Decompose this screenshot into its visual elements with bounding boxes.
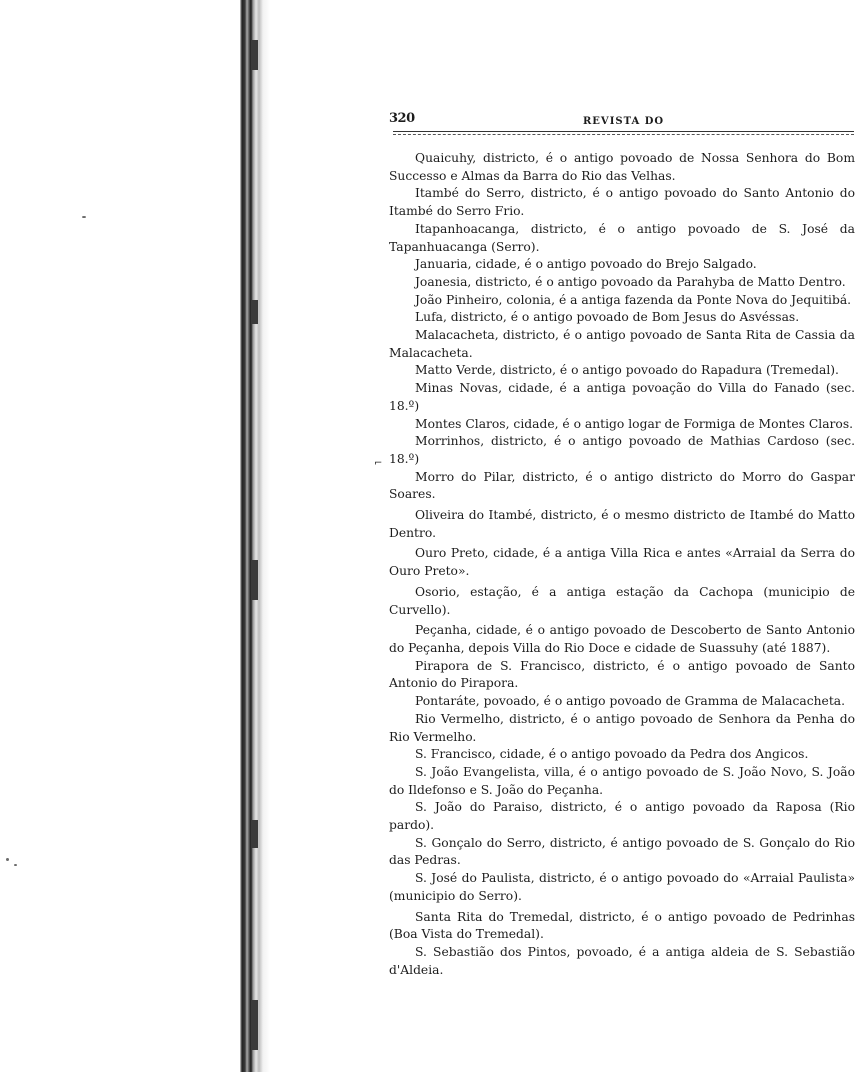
entry-itapanhoacanga: Itapanhoacanga, districto, é o antigo povoado de S. José da Tapanhuacanga (Serro). <box>389 221 855 254</box>
entry-minas-novas: Minas Novas, cidade, é a antiga povoação do Villa do Fanado (sec. 18.º) <box>389 381 855 413</box>
entry-lufa: Lufa, districto, é o antigo povoado de Bom Jesus do Asvéssas. <box>415 310 800 325</box>
entry-ouro-preto: Ouro Preto, cidade, é a antiga Villa Rica e antes «Arraial da Serra do Ouro Preto». <box>389 546 855 579</box>
entry-malacacheta: Malacacheta, districto, é o antigo povoado de Santa Rita de Cassia da Malacacheta. <box>389 328 855 360</box>
gutter-shadow-mark <box>252 560 258 600</box>
entry-s-joao-do-paraiso: S. João do Paraiso, districto, é o antigo povoado da Raposa (Rio pardo). <box>389 800 855 833</box>
facing-page-blank <box>0 0 244 1072</box>
entry-pecanha: Peçanha, cidade, é o antigo povoado de Descoberto de Santo Antonio do Peçanha, depois Villa do Rio Doce e cidade de Suassuhy (até 1887). <box>389 623 855 655</box>
ink-speck <box>6 858 9 861</box>
entry-s-goncalo-do-serro: S. Gonçalo do Serro, districto, é antigo povoado de S. Gonçalo do Rio das Pedras. <box>389 835 855 868</box>
entry-quaicuhy: Quaicuhy, districto, é o antigo povoado de Nossa Senhora do Bom Successo e Almas da Barra do Rio das Velhas. <box>389 151 855 183</box>
header-rule <box>393 131 854 135</box>
entry-s-sebastiao-dos-pintos: S. Sebastião dos Pintos, povoado, é a antiga aldeia de S. Sebastião d'Aldeia. <box>389 944 855 977</box>
entry-morrinhos: Morrinhos, districto, é o antigo povoado de Mathias Cardoso (sec. 18.º) <box>389 434 855 466</box>
entry-itambe-do-serro: Itambé do Serro, districto, é o antigo povoado do Santo Antonio do Itambé do Serro Frio. <box>389 186 855 219</box>
entry-pirapora: Pirapora de S. Francisco, districto, é o antigo povoado de Santo Antonio do Pirapora. <box>389 658 855 691</box>
margin-mark: ⌐ <box>374 458 383 469</box>
entry-pontarate: Pontaráte, povoado, é o antigo povoado de Gramma de Malacacheta. <box>415 694 845 709</box>
running-head: REVISTA DO <box>583 116 665 127</box>
gutter-shadow-mark <box>252 40 258 70</box>
entry-santa-rita-do-tremedal: Santa Rita do Tremedal, districto, é o antigo povoado de Pedrinhas (Boa Vista do Tremedal). <box>389 909 855 942</box>
entry-januaria: Januaria, cidade, é o antigo povoado do Brejo Salgado. <box>415 257 757 272</box>
ink-speck <box>82 216 86 218</box>
book-gutter <box>240 0 270 1072</box>
entries-list <box>389 150 855 979</box>
entry-joao-pinheiro: João Pinheiro, colonia, é a antiga fazenda da Ponte Nova do Jequitibá. <box>415 292 852 307</box>
gutter-shadow-mark <box>252 300 258 324</box>
entry-s-jose-do-paulista: S. José do Paulista, districto, é o antigo povoado do «Arraial Paulista» (municipio do Serro). <box>389 871 855 903</box>
entry-rio-vermelho: Rio Vermelho, districto, é o antigo povoado de Senhora da Penha do Rio Vermelho. <box>389 711 855 744</box>
ink-speck <box>14 864 17 866</box>
entry-joanesia: Joanesia, districto, é o antigo povoado da Parahyba de Matto Dentro. <box>415 274 846 289</box>
entry-montes-claros: Montes Claros, cidade, é o antigo logar de Formiga de Montes Claros. <box>415 416 854 431</box>
page-number: 320 <box>389 111 415 126</box>
entry-s-francisco: S. Francisco, cidade, é o antigo povoado da Pedra dos Angicos. <box>415 747 809 762</box>
entry-osorio: Osorio, estação, é a antiga estação da Cachopa (municipio de Curvello). <box>389 584 855 617</box>
entry-matto-verde: Matto Verde, districto, é o antigo povoado do Rapadura (Tremedal). <box>415 363 839 378</box>
entry-oliveira-do-itambe: Oliveira do Itambé, districto, é o mesmo districto de Itambé do Matto Dentro. <box>389 508 855 540</box>
entry-morro-do-pilar: Morro do Pilar, districto, é o antigo districto do Morro do Gaspar Soares. <box>389 469 855 502</box>
entry-s-joao-evangelista: S. João Evangelista, villa, é o antigo povoado de S. João Novo, S. João do Ildefonso e S. João do Peçanha. <box>389 764 855 797</box>
gutter-shadow-mark <box>252 820 258 848</box>
gutter-shadow-mark <box>252 1000 258 1050</box>
